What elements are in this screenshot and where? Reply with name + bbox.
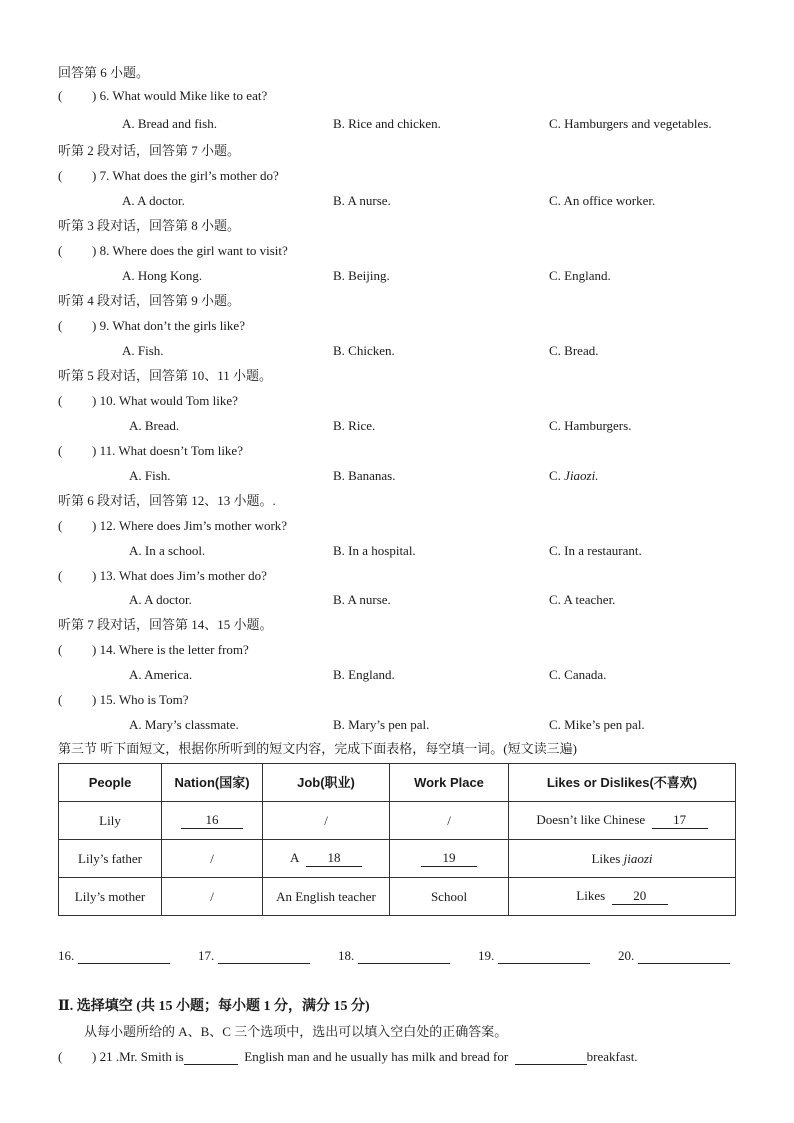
cell-person: Lily’s father	[59, 840, 162, 878]
dialogue-header: 听第 5 段对话，回答第 10、11 小题。	[58, 368, 273, 383]
option-a: A. Bread.	[129, 418, 180, 433]
option-b: B. In a hospital.	[333, 543, 416, 558]
cell-job: /	[263, 802, 390, 840]
table-header-row	[59, 764, 736, 802]
option-b: B. Chicken.	[333, 343, 395, 358]
option-a: A. Mary’s classmate.	[129, 717, 239, 732]
header-nation: Nation(国家)	[162, 764, 263, 802]
question-15: ( ) 15. Who is Tom?	[58, 692, 189, 707]
question-12: ( ) 12. Where does Jim’s mother work?	[58, 518, 288, 533]
option-c: C. In a restaurant.	[549, 543, 642, 558]
answer-paren[interactable]: (	[58, 518, 63, 533]
answer-blank[interactable]	[498, 949, 590, 964]
dialogue-header: 听第 2 段对话，回答第 7 小题。	[58, 143, 241, 158]
answer-19: 19.	[478, 948, 590, 964]
answer-paren[interactable]: (	[58, 318, 63, 333]
blank-16[interactable]: 16	[181, 812, 243, 829]
option-c: C. A teacher.	[549, 592, 616, 607]
option-c: C. An office worker.	[549, 193, 656, 208]
option-c: C. Canada.	[549, 667, 607, 682]
answer-paren[interactable]: (	[58, 168, 63, 183]
answer-paren[interactable]: (	[58, 1049, 63, 1064]
answer-16: 16.	[58, 948, 170, 964]
question-13: ( ) 13. What does Jim’s mother do?	[58, 568, 267, 583]
cell-place: School	[390, 878, 509, 916]
answer-20: 20.	[618, 948, 730, 964]
option-a: A. A doctor.	[129, 592, 192, 607]
answer-paren[interactable]: (	[58, 243, 63, 258]
answer-blank[interactable]	[638, 949, 730, 964]
option-c: C. Bread.	[549, 343, 599, 358]
answer-blank[interactable]	[358, 949, 450, 964]
blank-21a[interactable]	[184, 1050, 238, 1065]
option-a: A. Fish.	[129, 468, 171, 483]
option-c: C. England.	[549, 268, 611, 283]
answer-paren[interactable]: (	[58, 88, 63, 103]
answer-blank[interactable]	[78, 949, 170, 964]
header-job: Job(职业)	[263, 764, 390, 802]
intro-q6: 回答第 6 小题。	[58, 65, 150, 80]
cell-nation: /	[162, 878, 263, 916]
blank-18[interactable]: 18	[306, 850, 362, 867]
blank-17[interactable]: 17	[652, 812, 708, 829]
dialogue-header: 听第 3 段对话，回答第 8 小题。	[58, 218, 241, 233]
header-likes: Likes or Dislikes(不喜欢)	[509, 764, 736, 802]
cell-job: A 18	[263, 840, 390, 878]
section-3-instructions: 第三节 听下面短文，根据你所听到的短文内容，完成下面表格，每空填一词。(短文读三遍)	[58, 741, 577, 756]
option-b: B. Bananas.	[333, 468, 396, 483]
table-row	[59, 802, 736, 840]
question-7: ( ) 7. What does the girl’s mother do?	[58, 168, 279, 183]
option-b: B. England.	[333, 667, 395, 682]
answer-18: 18.	[338, 948, 450, 964]
question-6: ( ) 6. What would Mike like to eat?	[58, 88, 268, 103]
cell-job: An English teacher	[263, 878, 390, 916]
option-b: B. A nurse.	[333, 592, 391, 607]
cell-nation: /	[162, 840, 263, 878]
blank-21b[interactable]	[515, 1050, 587, 1065]
option-c: C. Hamburgers.	[549, 418, 632, 433]
dialogue-header: 听第 4 段对话，回答第 9 小题。	[58, 293, 241, 308]
question-9: ( ) 9. What don’t the girls like?	[58, 318, 245, 333]
cell-person: Lily	[59, 802, 162, 840]
answer-paren[interactable]: (	[58, 642, 63, 657]
part-2-instructions: 从每小题所给的 A、B、C 三个选项中，选出可以填入空白处的正确答案。	[84, 1024, 508, 1039]
blank-19[interactable]: 19	[421, 850, 477, 867]
option-b: B. A nurse.	[333, 193, 391, 208]
option-c: C. Mike’s pen pal.	[549, 717, 645, 732]
option-c: C. Hamburgers and vegetables.	[549, 116, 712, 131]
answer-paren[interactable]: (	[58, 568, 63, 583]
dialogue-header: 听第 6 段对话，回答第 12、13 小题。.	[58, 493, 276, 508]
question-11: ( ) 11. What doesn’t Tom like?	[58, 443, 243, 458]
header-people: People	[59, 764, 162, 802]
option-a: A. America.	[129, 667, 193, 682]
table-row	[59, 840, 736, 878]
cell-nation	[162, 802, 263, 840]
option-a: A. A doctor.	[122, 193, 185, 208]
info-table	[58, 763, 736, 916]
answer-paren[interactable]: (	[58, 393, 63, 408]
part-2-title: Ⅱ. 选择填空 (共 15 小题；每小题 1 分，满分 15 分)	[58, 999, 370, 1014]
table-row	[59, 878, 736, 916]
option-a: A. Hong Kong.	[122, 268, 203, 283]
answer-paren[interactable]: (	[58, 692, 63, 707]
cell-person: Lily’s mother	[59, 878, 162, 916]
header-work-place: Work Place	[390, 764, 509, 802]
question-10: ( ) 10. What would Tom like?	[58, 393, 238, 408]
option-a: A. Fish.	[122, 343, 164, 358]
dialogue-header: 听第 7 段对话，回答第 14、15 小题。	[58, 617, 273, 632]
question-21: ( ) 21 .Mr. Smith is English man and he usually has milk and bread for breakfast.	[58, 1049, 638, 1064]
question-14: ( ) 14. Where is the letter from?	[58, 642, 249, 657]
option-b: B. Mary’s pen pal.	[333, 717, 430, 732]
option-a: A. Bread and fish.	[122, 116, 217, 131]
cell-place: /	[390, 802, 509, 840]
option-b: B. Rice and chicken.	[333, 116, 441, 131]
option-b: B. Rice.	[333, 418, 376, 433]
answer-blank[interactable]	[218, 949, 310, 964]
answer-17: 17.	[198, 948, 310, 964]
answer-paren[interactable]: (	[58, 443, 63, 458]
option-b: B. Beijing.	[333, 268, 390, 283]
option-c: C. Jiaozi.	[549, 468, 599, 483]
cell-place	[390, 840, 509, 878]
question-8: ( ) 8. Where does the girl want to visit?	[58, 243, 288, 258]
cell-likes: Likes 20	[509, 878, 736, 916]
blank-20[interactable]: 20	[612, 888, 668, 905]
cell-likes: Doesn’t like Chinese 17	[509, 802, 736, 840]
option-a: A. In a school.	[129, 543, 206, 558]
cell-likes: Likes jiaozi	[509, 840, 736, 878]
